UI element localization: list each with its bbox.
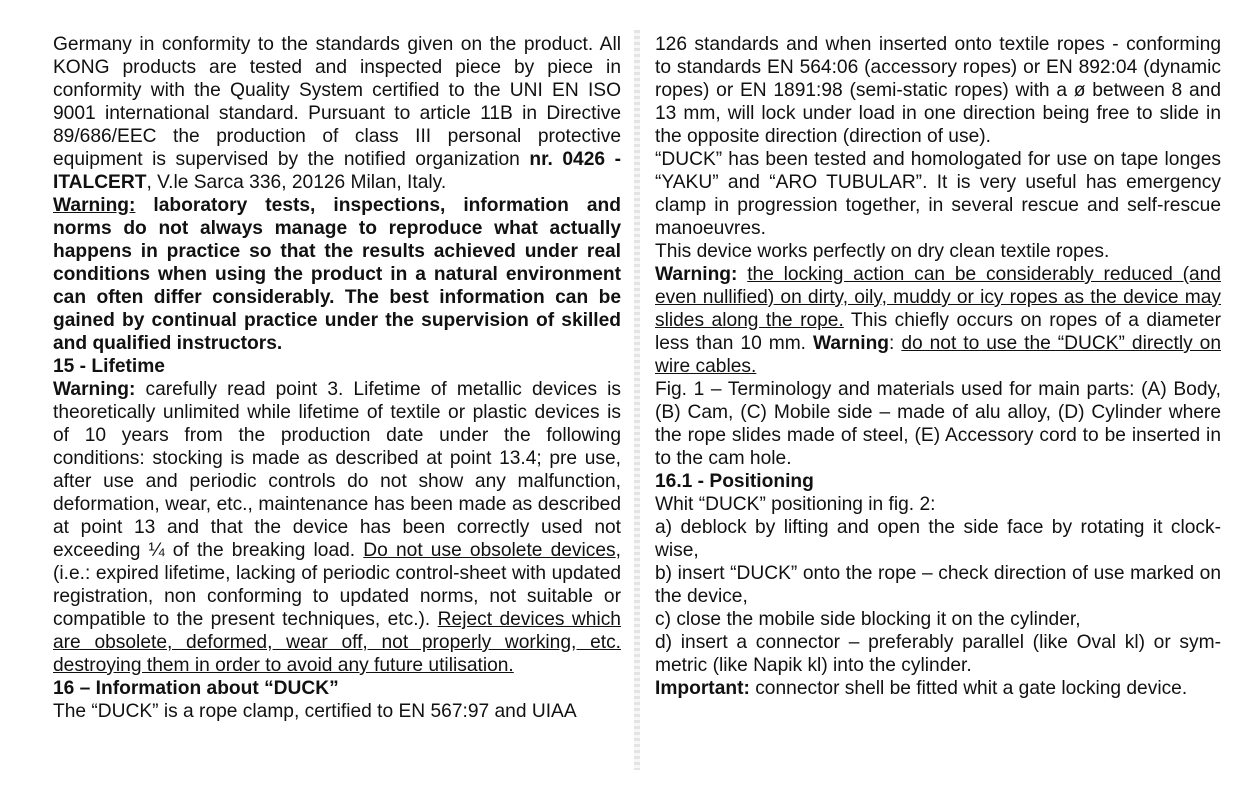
important-label: Important: (655, 678, 750, 699)
page-gutter (634, 30, 640, 770)
step-a: a) deblock by lifting and open the side face by rotating it clockwise, (655, 517, 1221, 561)
positioning-intro: Whit “DUCK” positioning in fig. 2: (655, 494, 936, 515)
step-d: d) insert a connector – preferably parallel (like Oval kl) or symmetric (like Napik kl) into the cylinder. (655, 632, 1221, 676)
lifetime-paragraph: Warning: carefully read point 3. Lifetime of metallic devices is theoretically unlimited while lifetime of textile or plastic devices is of 10 years from the production date under the following conditions: stocking is made as described at point 13.4; pre use, after use and periodic controls do not show any malfunction, deformation, wear, etc., maintenance has been made as described at point 13 and that the device has been correctly used not exceeding ¼ of the breaking load. Do not use obsolete devices, (i.e.: expired lifetime, lacking of periodic control-sheet with updated registration, non conforming to updated norms, not suitable or compatible to the present techniques, etc.). Reject devices which are obsolete, deformed, wear off, not properly working, etc. destroying them in order to avoid any future utilisation. (53, 379, 621, 676)
reject-devices-note: Reject devices which are obsolete, deformed, wear off, not properly working, etc. destroying them in order to avoid any future utilisation. (53, 609, 621, 676)
locking-action-warning: the locking action can be considerably reduced (and even nullified) on dirty, oily, muddy or icy ropes as the device may slides along the rope. (655, 264, 1221, 331)
homologation-paragraph: “DUCK” has been tested and homologated for use on tape longes “YAKU” and “ARO TUBULAR”. It is very useful has emergency clamp in progression together, in several rescue and self-rescue manoeuvres. (655, 149, 1221, 239)
duck-intro-paragraph: The “DUCK” is a rope clamp, certified to EN 567:97 and UIAA (53, 701, 577, 722)
notified-body: nr. 0426 - ITALCERT (53, 149, 621, 193)
wire-cables-warning: do not to use the “DUCK” directly on wire cables. (655, 333, 1221, 377)
figure-1-caption: Fig. 1 – Terminology and materials used for main parts: (A) Body, (B) Cam, (C) Mobile side – made of alu alloy, (D) Cylinder where the rope slides made of steel, (E) Accessory cord to be inserted in to the cam hole. (655, 379, 1221, 469)
lab-tests-warning: Warning: laboratory tests, inspections, information and norms do not always manage to reproduce what actually happens in practice so that the results achieved under real conditions when using the product in a natural environment can often differ considerably. The best information can be gained by continual practice under the supervision of skilled and qualified instructors. (53, 195, 621, 354)
warning-label: Warning: (53, 379, 136, 400)
section-16-1-heading: 16.1 - Positioning (655, 471, 814, 492)
right-column (655, 33, 1221, 700)
warning-label: Warning: (655, 264, 738, 285)
left-column (53, 33, 621, 723)
obsolete-devices-note: Do not use obsolete devices (363, 540, 616, 561)
conformity-paragraph: Germany in conformity to the standards given on the product. All KONG products are tested and inspected piece by piece in conformity with the Quality System certified to the UNI EN ISO 9001 international standard. Pursuant to article 11B in Directive 89/686/EEC the production of class III personal protective equipment is supervised by the notified organization nr. 0426 - ITALCERT, V.le Sarca 336, 20126 Milan, Italy. (53, 34, 621, 193)
section-15-heading: 15 - Lifetime (53, 356, 165, 377)
standards-paragraph: 126 standards and when inserted onto textile ropes - conforming to standards EN 564:06 (accessory ropes) or EN 892:04 (dynamic ropes) or EN 1891:98 (semi-static ropes) with a ø between 8 and 13 mm, will lock under load in one direction being free to slide in the opposite direction (direction of use). (655, 34, 1221, 147)
works-paragraph: This device works perfectly on dry clean textile ropes. Warning: the locking action can be considerably reduced (and even nullified) on dirty, oily, muddy or icy ropes as the device may slides along the rope. This chiefly occurs on ropes of a diameter less than 10 mm. Warning: do not to use the “DUCK” directly on wire cables. (655, 241, 1221, 377)
warning-label: Warning (812, 333, 890, 354)
step-c: c) close the mobile side blocking it on the cylinder, (655, 609, 1081, 630)
warning-label: Warning: (53, 195, 136, 216)
section-16-heading: 16 – Information about “DUCK” (53, 678, 339, 699)
step-b: b) insert “DUCK” onto the rope – check direction of use marked on the device, (655, 563, 1221, 607)
important-note: Important: connector shell be fitted whit a gate locking device. (655, 678, 1188, 699)
